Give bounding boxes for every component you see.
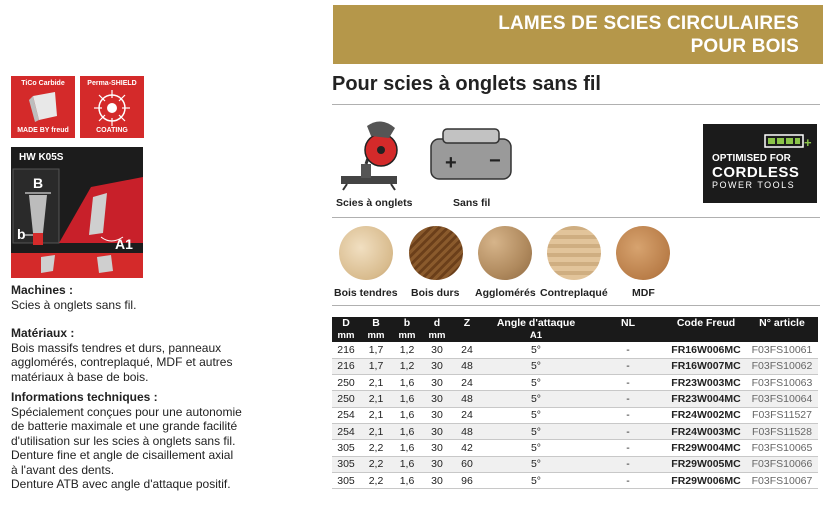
table-cell: FR29W004MC — [666, 440, 746, 456]
table-cell: 5° — [482, 456, 590, 472]
table-cell: 1,7 — [360, 342, 392, 358]
table-cell: 2,2 — [360, 472, 392, 488]
column-unit — [666, 330, 746, 342]
cordless-line2: CORDLESS — [712, 164, 800, 181]
table-row — [332, 423, 818, 439]
product-table — [332, 317, 818, 489]
table-cell: F03FS11528 — [746, 423, 818, 439]
label-B: B — [33, 175, 44, 191]
table-row — [332, 391, 818, 407]
tico-logo-sublabel: MADE BY freud — [17, 127, 69, 134]
wood-caption: Bois tendres — [334, 287, 398, 299]
cordless-badge — [703, 124, 817, 203]
table-row — [332, 440, 818, 456]
battery-level-icon — [703, 124, 817, 154]
column-unit — [590, 330, 666, 342]
table-cell: 250 — [332, 375, 360, 391]
table-cell: 5° — [482, 423, 590, 439]
wood-sample-particleboard — [478, 226, 532, 280]
table-cell: FR16W007MC — [666, 358, 746, 374]
column-header: D — [332, 317, 360, 330]
table-cell: 216 — [332, 342, 360, 358]
table-cell: 2,2 — [360, 440, 392, 456]
table-cell: 2,1 — [360, 391, 392, 407]
column-header: B — [360, 317, 392, 330]
table-cell: F03FS10063 — [746, 375, 818, 391]
battery-icon — [429, 127, 515, 183]
table-cell: F03FS10065 — [746, 440, 818, 456]
column-unit: mm — [422, 330, 452, 342]
table-row — [332, 456, 818, 472]
divider — [332, 305, 820, 306]
table-body — [332, 342, 818, 489]
svg-text:+: + — [445, 152, 457, 174]
table-cell: 1,6 — [392, 472, 422, 488]
wood-sample-mdf — [616, 226, 670, 280]
column-unit: mm — [332, 330, 360, 342]
table-cell: 5° — [482, 391, 590, 407]
table-cell: F03FS10061 — [746, 342, 818, 358]
table-cell: 30 — [422, 456, 452, 472]
table-cell: 30 — [422, 440, 452, 456]
table-cell: 5° — [482, 440, 590, 456]
table-cell: 2,1 — [360, 375, 392, 391]
infos-line: à l'avant des dents. — [11, 462, 115, 477]
machines-text: Scies à onglets sans fil. — [11, 297, 137, 312]
wood-sample-softwood — [339, 226, 393, 280]
table-cell: FR16W006MC — [666, 342, 746, 358]
miter-saw-icon — [337, 116, 403, 192]
wood-caption: Agglomérés — [475, 287, 536, 299]
table-cell: 5° — [482, 375, 590, 391]
materiaux-heading: Matériaux : — [11, 326, 75, 340]
wood-caption: MDF — [632, 287, 655, 299]
banner-title-line1: LAMES DE SCIES CIRCULAIRES — [498, 13, 799, 34]
table-cell: - — [590, 472, 666, 488]
table-cell: F03FS10064 — [746, 391, 818, 407]
column-unit — [452, 330, 482, 342]
wood-sample-hardwood — [409, 226, 463, 280]
wood-sample-plywood — [547, 226, 601, 280]
tooth-geometry-drawing — [11, 167, 143, 278]
table-cell: 254 — [332, 407, 360, 423]
table-cell: 30 — [422, 358, 452, 374]
table-cell: - — [590, 423, 666, 439]
table-row — [332, 375, 818, 391]
icon-caption-battery: Sans fil — [453, 197, 491, 209]
table-cell: - — [590, 456, 666, 472]
table-cell: 305 — [332, 472, 360, 488]
svg-text:−: − — [489, 150, 501, 172]
table-subheader-row — [332, 330, 818, 342]
table-cell: 5° — [482, 407, 590, 423]
table-cell: - — [590, 407, 666, 423]
header-banner — [333, 5, 823, 64]
materiaux-line: matériaux à base de bois. — [11, 369, 149, 384]
table-cell: 30 — [422, 342, 452, 358]
svg-text:+: + — [804, 135, 812, 150]
infos-line: Denture fine et angle de cisaillement axial — [11, 448, 234, 462]
table-cell: FR23W004MC — [666, 391, 746, 407]
infos-heading: Informations techniques : — [11, 390, 158, 404]
table-row — [332, 472, 818, 488]
table-cell: 30 — [422, 472, 452, 488]
table-cell: 48 — [452, 358, 482, 374]
table-cell: 5° — [482, 472, 590, 488]
table-cell: 1,7 — [360, 358, 392, 374]
cordless-line1: OPTIMISED FOR — [712, 153, 791, 164]
table-cell: - — [590, 391, 666, 407]
banner-title-line2: POUR BOIS — [690, 36, 799, 57]
infos-line: de batterie maximale et une grande facilité — [11, 419, 238, 433]
column-unit: mm — [392, 330, 422, 342]
table-cell: 24 — [452, 342, 482, 358]
divider — [332, 104, 820, 105]
table-cell: F03FS10062 — [746, 358, 818, 374]
table-cell: 5° — [482, 358, 590, 374]
column-header: Code Freud — [666, 317, 746, 330]
table-cell: 2,2 — [360, 456, 392, 472]
table-cell: 24 — [452, 407, 482, 423]
infos-section — [11, 390, 281, 492]
perma-shield-logo — [80, 76, 144, 138]
table-cell: 60 — [452, 456, 482, 472]
machines-section — [11, 283, 281, 312]
infos-line: d'utilisation sur les scies à onglets sans fil. — [11, 433, 236, 448]
tooth-type-label: HW K05S — [19, 152, 64, 163]
table-cell: 2,1 — [360, 423, 392, 439]
icon-caption-saw: Scies à onglets — [336, 197, 413, 209]
column-unit: A1 — [482, 330, 590, 342]
table-cell: FR24W003MC — [666, 423, 746, 439]
infos-line: Spécialement conçues pour une autonomie — [11, 404, 242, 419]
table-cell: 48 — [452, 391, 482, 407]
tooth-geometry-diagram — [11, 147, 143, 278]
column-header: Z — [452, 317, 482, 330]
table-cell: 24 — [452, 375, 482, 391]
table-cell: 30 — [422, 391, 452, 407]
table-cell: 216 — [332, 358, 360, 374]
cordless-line3: POWER TOOLS — [712, 180, 796, 190]
table-cell: 305 — [332, 440, 360, 456]
table-cell: FR29W006MC — [666, 472, 746, 488]
column-unit: mm — [360, 330, 392, 342]
wood-caption: Contreplaqué — [540, 287, 608, 299]
label-b: b — [17, 226, 26, 242]
label-A1: A1 — [115, 236, 133, 252]
table-cell: 1,6 — [392, 440, 422, 456]
perma-logo-label: Perma-SHIELD — [87, 80, 137, 87]
table-cell: - — [590, 358, 666, 374]
table-cell: F03FS10066 — [746, 456, 818, 472]
table-cell: FR29W005MC — [666, 456, 746, 472]
table-cell: 1,6 — [392, 391, 422, 407]
materiaux-line: agglomérés, contreplaqué, MDF et autres — [11, 355, 233, 369]
column-unit — [746, 330, 818, 342]
table-cell: - — [590, 440, 666, 456]
table-cell: 1,6 — [392, 423, 422, 439]
machines-heading: Machines : — [11, 283, 74, 297]
table-cell: 5° — [482, 342, 590, 358]
table-cell: 42 — [452, 440, 482, 456]
table-cell: 1,6 — [392, 407, 422, 423]
table-cell: - — [590, 342, 666, 358]
table-row — [332, 342, 818, 358]
infos-line: Denture ATB avec angle d'attaque positif. — [11, 477, 231, 491]
table-cell: 2,1 — [360, 407, 392, 423]
column-header: b — [392, 317, 422, 330]
table-cell: 30 — [422, 375, 452, 391]
column-header: N° article — [746, 317, 818, 330]
materiaux-line: Bois massifs tendres et durs, panneaux — [11, 340, 222, 355]
wood-caption: Bois durs — [411, 287, 460, 299]
materiaux-section — [11, 326, 281, 384]
table-row — [332, 358, 818, 374]
table-cell: 254 — [332, 423, 360, 439]
column-header: Angle d'attaque — [482, 317, 590, 330]
perma-logo-sublabel: COATING — [96, 127, 128, 134]
table-cell: 96 — [452, 472, 482, 488]
table-cell: FR24W002MC — [666, 407, 746, 423]
page-subtitle: Pour scies à onglets sans fil — [332, 73, 601, 95]
table-cell: 250 — [332, 391, 360, 407]
table-cell: 1,6 — [392, 375, 422, 391]
table-cell: 1,2 — [392, 342, 422, 358]
tico-carbide-logo — [11, 76, 75, 138]
table-cell: 1,2 — [392, 358, 422, 374]
table-cell: F03FS11527 — [746, 407, 818, 423]
tico-logo-label: TiCo Carbide — [21, 80, 65, 87]
table-cell: 48 — [452, 423, 482, 439]
table-cell: F03FS10067 — [746, 472, 818, 488]
table-cell: 30 — [422, 423, 452, 439]
table-row — [332, 407, 818, 423]
column-header: NL — [590, 317, 666, 330]
table-cell: 1,6 — [392, 456, 422, 472]
column-header: d — [422, 317, 452, 330]
table-header-row — [332, 317, 818, 330]
table-cell: 305 — [332, 456, 360, 472]
table-cell: FR23W003MC — [666, 375, 746, 391]
table-cell: 30 — [422, 407, 452, 423]
table-cell: - — [590, 375, 666, 391]
divider — [332, 217, 820, 218]
